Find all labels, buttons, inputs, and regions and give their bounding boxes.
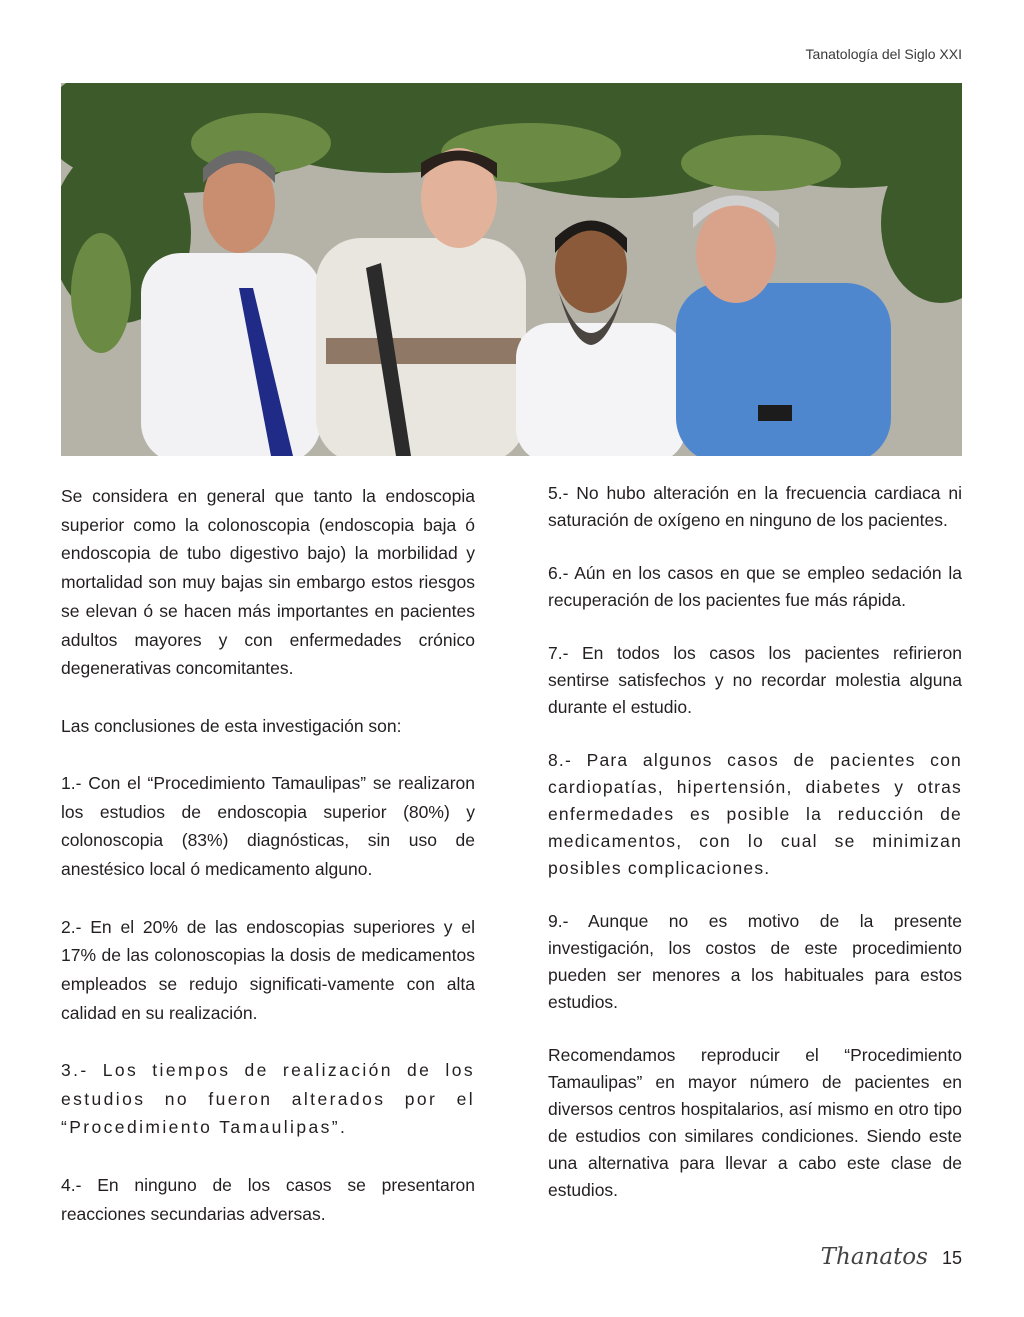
conclusion-4: 4.- En ninguno de los casos se presentaron reacciones secundarias adversas. [61,1174,475,1224]
conclusion-9: 9.- Aunque no es motivo de la presente investigación, los costos de este procedimiento pueden ser menores a los habituales para estos estudios. [548,911,962,1012]
conclusion-6: 6.- Aún en los casos en que se empleo sedación la recuperación de los pacientes fue más rápida. [548,563,962,610]
conclusion-5: 5.- No hubo alteración en la frecuencia cardiaca ni saturación de oxígeno en ninguno de los pacientes. [548,483,962,530]
group-photo [61,83,962,456]
conclusion-2: 2.- En el 20% de las endoscopias superiores y el 17% de las colonoscopias la dosis de medicamentos empleados se redujo significati-vamente con alta calidad en su realización. [61,916,475,1023]
left-column [61,482,475,1228]
conclusion-1: 1.- Con el “Procedimiento Tamaulipas” se realizaron los estudios de endoscopia superior (80%) y colonoscopia (83%) diagnósticas, sin uso de anestésico local ó medicamento alguno. [61,773,475,880]
group-photo-illustration [61,83,962,456]
conclusions-heading-paragraph: Las conclusiones de esta investigación son: [61,715,402,736]
conclusion-3: 3.- Los tiempos de realización de los estudios no fueron alterados por el “Procedimiento Tamaulipas”. [61,1060,475,1138]
conclusion-8: 8.- Para algunos casos de pacientes con cardiopatías, hipertensión, diabetes y otras enfermedades es posible la reducción de medicamentos, con lo cual se minimizan posibles complicaciones. [548,750,962,878]
thanatos-logo: Thanatos [820,1244,928,1270]
page-footer [821,1244,962,1270]
running-header: Tanatología del Siglo XXI [805,46,962,62]
right-column [548,480,962,1204]
conclusion-7: 7.- En todos los casos los pacientes refirieron sentirse satisfechos y no recordar molestia alguna durante el estudio. [548,643,962,717]
recommendation-paragraph: Recomendamos reproducir el “Procedimiento Tamaulipas” en mayor número de pacientes en diversos centros hospitalarios, así mismo en otro tipo de estudios con similares condiciones. Siendo este una alternativa para llevar a cabo este clase de estudios. [548,1045,962,1200]
page-number: 15 [941,1248,962,1268]
intro-paragraph: Se considera en general que tanto la endoscopia superior como la colonoscopia (endoscopia baja ó endoscopia de tubo digestivo bajo) la morbilidad y mortalidad son muy bajas sin embargo estos riesgos se elevan ó se hacen más importantes en pacientes adultos mayores y con enfermedades crónico degenerativas concomitantes. [61,486,475,679]
